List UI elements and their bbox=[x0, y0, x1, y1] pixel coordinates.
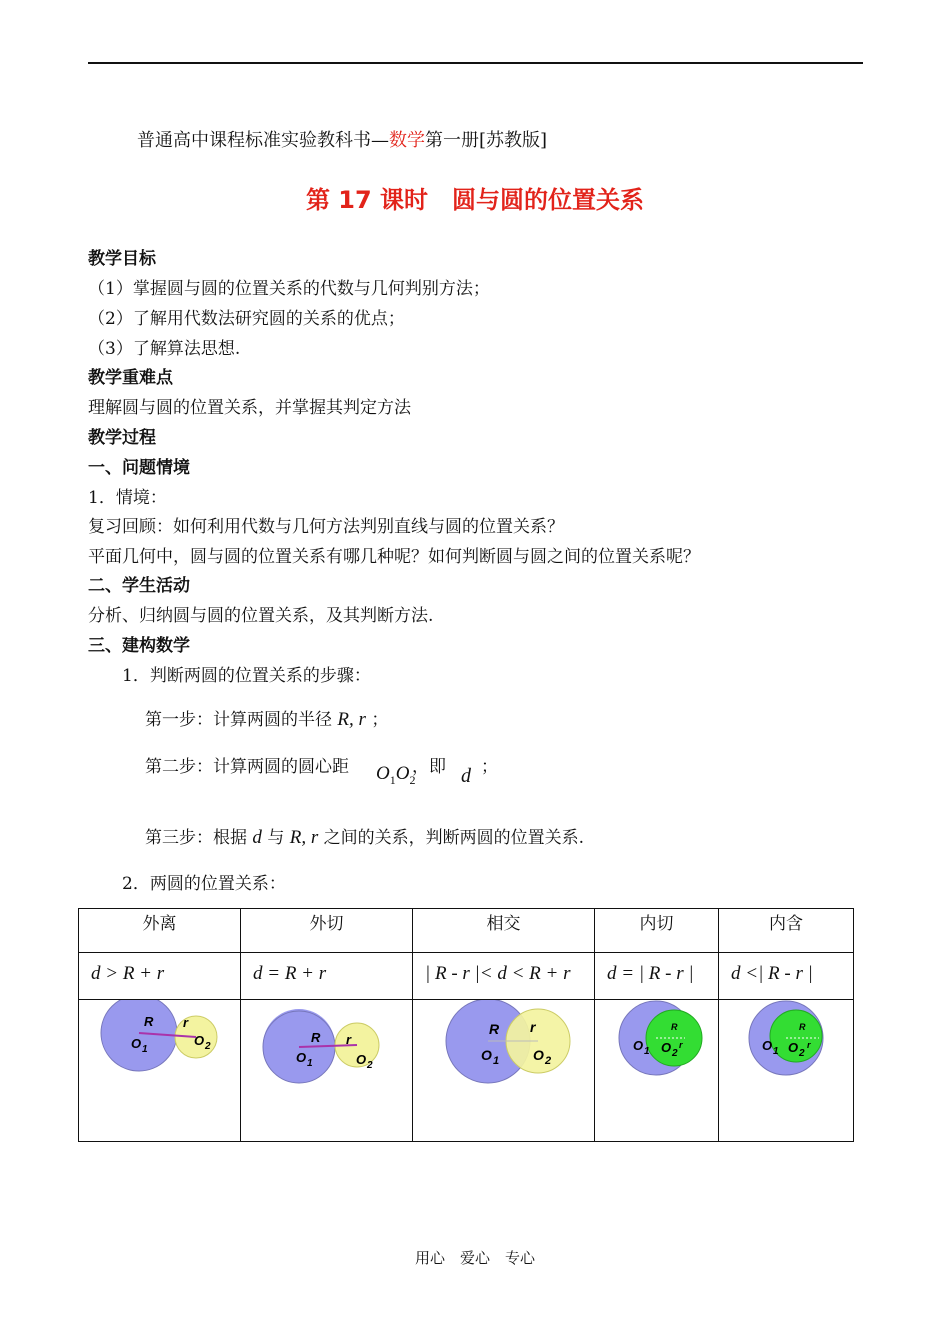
label-O: O bbox=[356, 1052, 367, 1067]
diagram-cell bbox=[79, 1000, 241, 1142]
section3-item1: 1．判断两圆的位置关系的步骤： bbox=[122, 666, 371, 686]
section1-line-1: 复习回顾：如何利用代数与几何方法判别直线与圆的位置关系？ bbox=[88, 517, 564, 537]
key-points-heading: 教学重难点 bbox=[88, 368, 173, 388]
label-2: 2 bbox=[367, 1060, 373, 1071]
section2-text: 分析、归纳圆与圆的位置关系，及其判断方法. bbox=[88, 606, 434, 626]
label-r: r bbox=[530, 1019, 536, 1035]
formula-cell: d = R + r bbox=[241, 953, 413, 1000]
diagram-cell bbox=[719, 1000, 854, 1142]
header-cell-internal-tangent: 内切 bbox=[595, 909, 719, 953]
label-O: O bbox=[661, 1040, 672, 1055]
section2-heading: 二、学生活动 bbox=[88, 576, 190, 596]
step2-o1o2 bbox=[376, 763, 415, 788]
header-cell-separate: 外离 bbox=[79, 909, 241, 953]
diagram-cell bbox=[413, 1000, 595, 1142]
header-suffix: 第一册[苏教版] bbox=[425, 130, 548, 151]
table-header-row bbox=[79, 909, 854, 953]
label-O: O bbox=[194, 1033, 205, 1048]
label-r: r bbox=[346, 1032, 352, 1047]
key-points-text: 理解圆与圆的位置关系，并掌握其判定方法 bbox=[88, 398, 411, 418]
label-1: 1 bbox=[493, 1055, 500, 1067]
label-1: 1 bbox=[142, 1044, 148, 1055]
label-R: R bbox=[671, 1022, 678, 1032]
header-subject: 数学 bbox=[389, 130, 425, 151]
goal-item-1: （1）掌握圆与圆的位置关系的代数与几何判别方法； bbox=[88, 279, 490, 299]
step3-text: 第三步：根据 bbox=[145, 828, 247, 848]
label-2: 2 bbox=[799, 1048, 805, 1059]
process-heading: 教学过程 bbox=[88, 428, 156, 448]
top-rule bbox=[88, 62, 863, 64]
formula-cell: d > R + r bbox=[79, 953, 241, 1000]
table-diagram-row bbox=[79, 1000, 854, 1142]
goal-item-3: （3）了解算法思想. bbox=[88, 339, 241, 359]
label-R: R bbox=[144, 1014, 154, 1029]
header-cell-external-tangent: 外切 bbox=[241, 909, 413, 953]
diagram-contain bbox=[719, 1000, 853, 1141]
label-O: O bbox=[633, 1038, 644, 1053]
label-O: O bbox=[788, 1040, 799, 1055]
step1 bbox=[145, 705, 388, 731]
sub-2: 2 bbox=[409, 772, 416, 787]
label-O: O bbox=[131, 1036, 142, 1051]
textbook-header bbox=[137, 126, 547, 152]
label-1: 1 bbox=[307, 1058, 313, 1069]
section1-heading: 一、问题情境 bbox=[88, 458, 190, 478]
diagram-internal-tangent bbox=[595, 1000, 718, 1141]
label-R: R bbox=[799, 1022, 806, 1032]
relation-table bbox=[78, 908, 854, 1142]
o-letter: O bbox=[395, 763, 410, 784]
header-prefix: 普通高中课程标准实验教科书— bbox=[137, 130, 389, 151]
diagram-cell bbox=[595, 1000, 719, 1142]
diagram-cell bbox=[241, 1000, 413, 1142]
section1-line-2: 平面几何中，圆与圆的位置关系有哪几种呢？如何判断圆与圆之间的位置关系呢？ bbox=[88, 547, 700, 567]
table-formula-row bbox=[79, 953, 854, 1000]
label-O: O bbox=[296, 1050, 307, 1065]
label-O: O bbox=[762, 1038, 773, 1053]
step3-end: 之间的关系，判断两圆的位置关系. bbox=[323, 828, 585, 848]
goal-item-2: （2）了解用代数法研究圆的关系的优点； bbox=[88, 309, 405, 329]
label-O: O bbox=[481, 1047, 492, 1063]
goals-heading: 教学目标 bbox=[88, 249, 156, 269]
label-r: r bbox=[183, 1015, 189, 1030]
section3-heading: 三、建构数学 bbox=[88, 636, 190, 656]
formula-cell: | R - r |< d < R + r bbox=[413, 953, 595, 1000]
label-2: 2 bbox=[545, 1055, 552, 1067]
step2-end: ； bbox=[481, 757, 498, 777]
header-cell-contain: 内含 bbox=[719, 909, 854, 953]
step3-d: d bbox=[252, 827, 262, 848]
step2-d: d bbox=[461, 765, 471, 787]
diagram-external-tangent bbox=[241, 1000, 412, 1141]
label-R: R bbox=[311, 1030, 321, 1045]
step2-sep: ，即 bbox=[412, 757, 446, 777]
step3-mid: 与 bbox=[267, 828, 285, 848]
label-2: 2 bbox=[205, 1041, 211, 1052]
section1-sub: 1．情境： bbox=[88, 488, 167, 508]
step2-text: 第二步：计算两圆的圆心距 bbox=[145, 757, 349, 777]
page-footer: 用心 爱心 专心 bbox=[414, 1249, 535, 1267]
formula-cell: d <| R - r | bbox=[719, 953, 854, 1000]
step1-end: ； bbox=[371, 710, 389, 730]
sub-1: 1 bbox=[389, 772, 396, 787]
label-2: 2 bbox=[672, 1048, 678, 1059]
section3-item2: 2．两圆的位置关系： bbox=[122, 874, 286, 894]
step3 bbox=[145, 823, 584, 849]
label-O: O bbox=[533, 1047, 544, 1063]
o-letter: O bbox=[376, 763, 390, 784]
step1-math: R, r bbox=[337, 709, 366, 730]
lesson-title: 第 17 课时 圆与圆的位置关系 bbox=[305, 186, 645, 214]
label-1: 1 bbox=[644, 1046, 650, 1057]
header-cell-intersect: 相交 bbox=[413, 909, 595, 953]
diagram-separate bbox=[79, 1000, 240, 1141]
label-R: R bbox=[489, 1021, 500, 1037]
formula-cell: d = | R - r | bbox=[595, 953, 719, 1000]
step1-text: 第一步：计算两圆的半径 bbox=[145, 710, 332, 730]
diagram-intersect bbox=[413, 1000, 594, 1141]
label-r-prime: r bbox=[679, 1040, 683, 1050]
label-r-prime: r bbox=[807, 1040, 811, 1050]
step3-math: R, r bbox=[289, 827, 319, 848]
label-1: 1 bbox=[773, 1046, 779, 1057]
